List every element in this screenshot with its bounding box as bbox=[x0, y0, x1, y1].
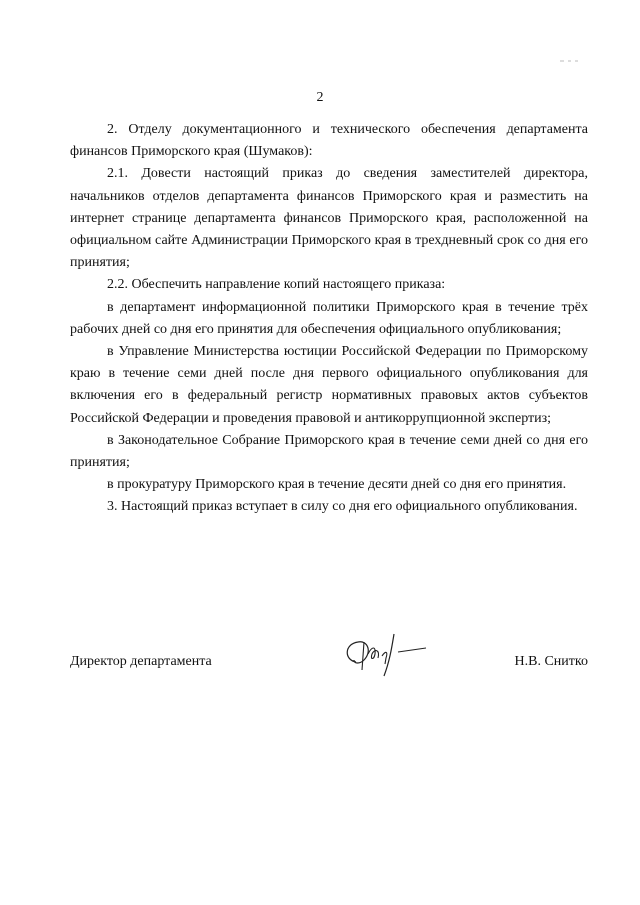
paragraph-item-2: 2. Отделу документационного и технического обеспечения департамента финансов Приморского края (Шумаков): bbox=[70, 122, 588, 160]
paragraph-recipient-assembly: в Законодательное Собрание Приморского края в течение семи дней со дня его принятия; bbox=[70, 432, 588, 471]
page-number: 2 bbox=[316, 90, 324, 105]
handwritten-signature bbox=[342, 630, 432, 680]
paragraph-item-2-2: 2.2. Обеспечить направление копий настоящего приказа: bbox=[107, 277, 446, 293]
paragraph-recipient-info-policy: в департамент информационной политики Приморского края в течение трёх рабочих дней со дня его принятия для обеспечения официального опубликования; bbox=[70, 299, 588, 337]
paragraph-recipient-prosecutor: в прокуратуру Приморского края в течение десяти дней со дня его принятия. bbox=[107, 477, 567, 493]
paragraph-recipient-justice: в Управление Министерства юстиции Российской Федерации по Приморскому краю в течение семи дней после дня первого официального опубликования для включения его в федеральный регистр нормативных правовых актов субъектов Российской Федерации и проведения правовой и антикоррупционной экспертиз; bbox=[70, 344, 588, 426]
scan-artifact-mark bbox=[560, 60, 580, 62]
signatory-name: Н.В. Снитко bbox=[514, 654, 588, 669]
paragraph-item-2-1: 2.1. Довести настоящий приказ до сведения заместителей директора, начальников отделов департамента финансов Приморского края и разместить на интернет странице департамента финансов Приморского края, расположенной на официальном сайте Администрации Приморского края в трехдневный срок со дня его принятия; bbox=[70, 166, 588, 271]
document-body bbox=[70, 119, 588, 519]
paragraph-item-3: 3. Настоящий приказ вступает в силу со дня его официального опубликования. bbox=[107, 499, 578, 515]
signatory-title: Директор департамента bbox=[70, 654, 212, 669]
